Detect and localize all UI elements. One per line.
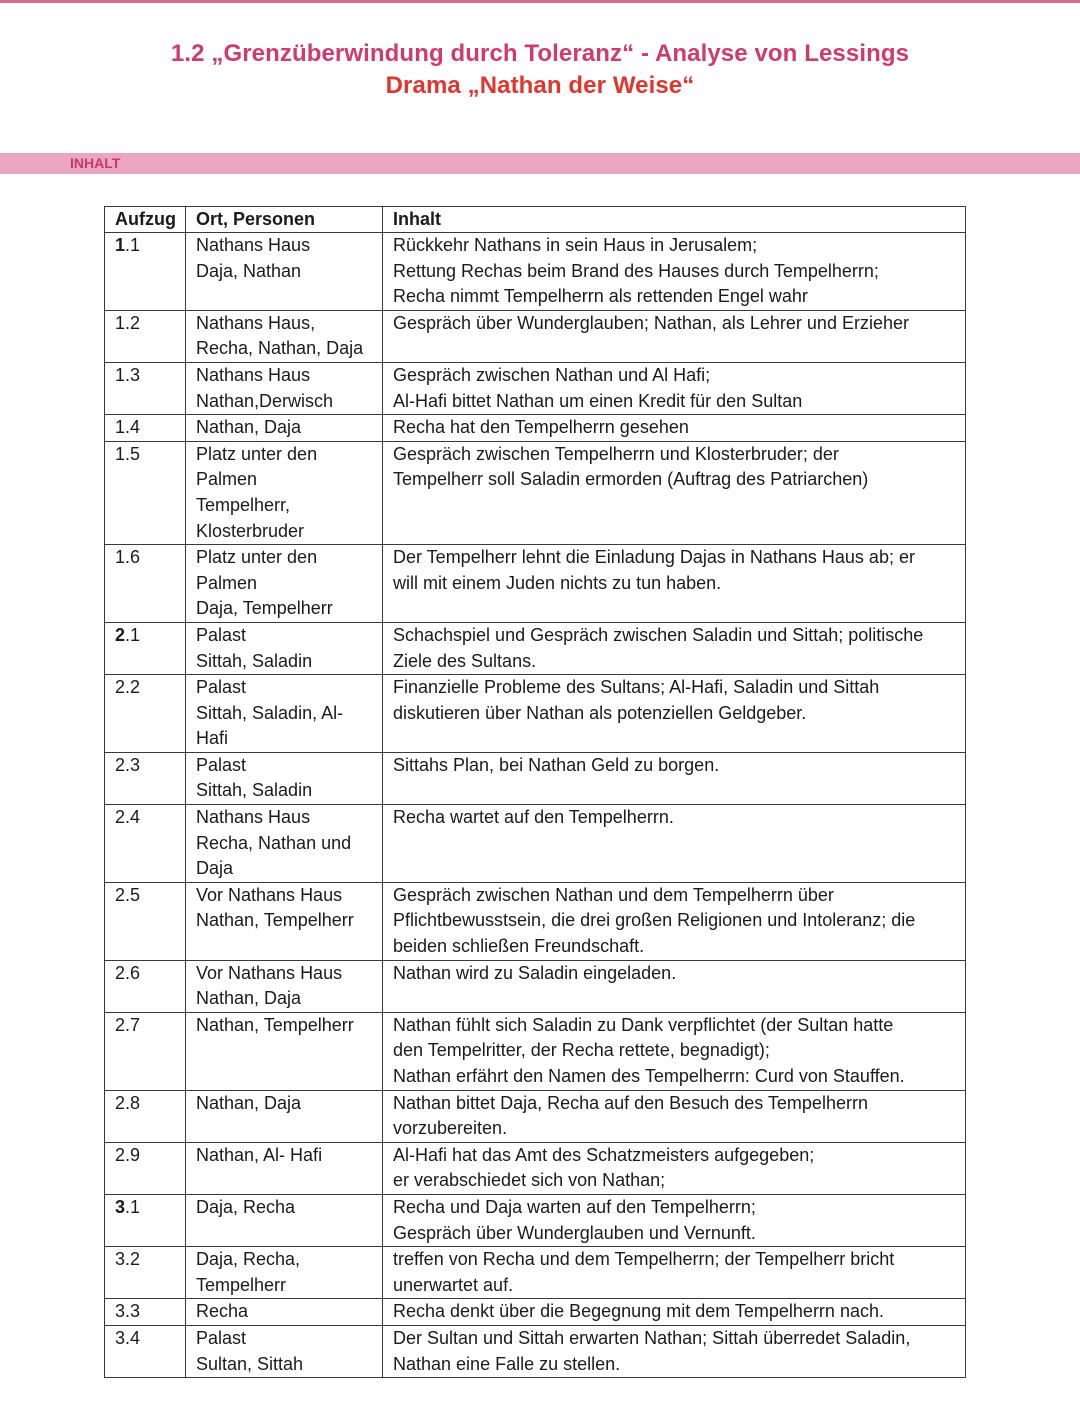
table-row [105, 362, 966, 414]
cell-aufzug [105, 545, 186, 623]
cell-ort-personen: Palast Sittah, Saladin [186, 622, 383, 674]
cell-aufzug [105, 1142, 186, 1194]
aufzug-scene-number: 2.6 [115, 962, 141, 983]
table-row [105, 1194, 966, 1246]
table-row [105, 310, 966, 362]
cell-aufzug [105, 362, 186, 414]
aufzug-scene-number: 2.9 [115, 1144, 141, 1165]
cell-ort-personen: Recha [186, 1299, 383, 1326]
cell-aufzug [105, 1012, 186, 1090]
cell-inhalt: Nathan bittet Daja, Recha auf den Besuch des Tempelherrn vorzubereiten. [383, 1090, 966, 1142]
cell-aufzug [105, 1325, 186, 1377]
cell-aufzug [105, 622, 186, 674]
cell-ort-personen: Nathan, Daja [186, 415, 383, 442]
top-accent-rule [0, 0, 1080, 3]
aufzug-act-number: 2 [115, 624, 126, 645]
cell-inhalt: Finanzielle Probleme des Sultans; Al-Hafi, Saladin und Sittah diskutieren über Nathan als potenziellen Geldgeber. [383, 675, 966, 753]
section-band [0, 153, 1080, 174]
cell-inhalt: Schachspiel und Gespräch zwischen Saladin und Sittah; politische Ziele des Sultans. [383, 622, 966, 674]
cell-ort-personen: Nathans Haus Daja, Nathan [186, 233, 383, 311]
table-row [105, 545, 966, 623]
cell-inhalt: Nathan fühlt sich Saladin zu Dank verpflichtet (der Sultan hatte den Tempelritter, der Recha rettete, begnadigt); Nathan erfährt den Namen des Tempelherrn: Curd von Stauffen. [383, 1012, 966, 1090]
table-row [105, 882, 966, 960]
table-row [105, 1090, 966, 1142]
cell-aufzug [105, 233, 186, 311]
cell-inhalt: Recha hat den Tempelherrn gesehen [383, 415, 966, 442]
page-title-line-2: Drama „Nathan der Weise“ [385, 72, 695, 99]
cell-aufzug [105, 415, 186, 442]
aufzug-act-number: 3 [115, 1196, 126, 1217]
table-header-row [105, 207, 966, 233]
cell-ort-personen: Nathans Haus Recha, Nathan und Daja [186, 805, 383, 883]
cell-inhalt: Gespräch über Wunderglauben; Nathan, als Lehrer und Erzieher [383, 310, 966, 362]
cell-aufzug [105, 675, 186, 753]
cell-inhalt: Al-Hafi hat das Amt des Schatzmeisters aufgegeben; er verabschiedet sich von Nathan; [383, 1142, 966, 1194]
table-row [105, 233, 966, 311]
aufzug-scene-number: 2.3 [115, 754, 141, 775]
header-inhalt: Inhalt [383, 207, 966, 233]
aufzug-scene-number: 2.4 [115, 807, 141, 828]
cell-aufzug [105, 1194, 186, 1246]
table-row [105, 752, 966, 804]
aufzug-scene-number: 3.3 [115, 1301, 141, 1322]
cell-inhalt: Gespräch zwischen Nathan und dem Tempelherrn über Pflichtbewusstsein, die drei großen Religionen und Intoleranz; die beiden schließen Freundschaft. [383, 882, 966, 960]
table-row [105, 960, 966, 1012]
aufzug-scene-number: 2.2 [115, 677, 141, 698]
cell-aufzug [105, 310, 186, 362]
aufzug-scene-number: .1 [125, 624, 141, 645]
table-row [105, 1142, 966, 1194]
aufzug-scene-number: 3.2 [115, 1249, 141, 1270]
table-row [105, 675, 966, 753]
header-aufzug: Aufzug [105, 207, 186, 233]
cell-ort-personen: Nathan, Daja [186, 1090, 383, 1142]
cell-ort-personen: Nathans Haus, Recha, Nathan, Daja [186, 310, 383, 362]
aufzug-scene-number: 2.7 [115, 1014, 141, 1035]
cell-ort-personen: Nathans Haus Nathan,Derwisch [186, 362, 383, 414]
table-row [105, 805, 966, 883]
aufzug-scene-number: 1.3 [115, 364, 141, 385]
cell-ort-personen: Nathan, Al- Hafi [186, 1142, 383, 1194]
cell-inhalt: Der Sultan und Sittah erwarten Nathan; Sittah überredet Saladin, Nathan eine Falle zu stellen. [383, 1325, 966, 1377]
aufzug-scene-number: 1.5 [115, 443, 141, 464]
table-row [105, 1012, 966, 1090]
cell-ort-personen: Platz unter den Palmen Tempelherr, Klosterbruder [186, 441, 383, 544]
table-body [105, 233, 966, 1378]
cell-inhalt: Gespräch zwischen Nathan und Al Hafi; Al-Hafi bittet Nathan um einen Kredit für den Sultan [383, 362, 966, 414]
table-row [105, 415, 966, 442]
cell-aufzug [105, 752, 186, 804]
cell-aufzug [105, 960, 186, 1012]
cell-ort-personen: Daja, Recha, Tempelherr [186, 1247, 383, 1299]
header-ort-personen: Ort, Personen [186, 207, 383, 233]
aufzug-scene-number: 1.6 [115, 547, 141, 568]
cell-inhalt: Sittahs Plan, bei Nathan Geld zu borgen. [383, 752, 966, 804]
cell-aufzug [105, 882, 186, 960]
cell-aufzug [105, 1247, 186, 1299]
cell-ort-personen: Daja, Recha [186, 1194, 383, 1246]
table-row [105, 622, 966, 674]
aufzug-scene-number: 2.5 [115, 884, 141, 905]
table-row [105, 1247, 966, 1299]
cell-inhalt: Rückkehr Nathans in sein Haus in Jerusalem; Rettung Rechas beim Brand des Hauses durch Tempelherrn; Recha nimmt Tempelherrn als rettenden Engel wahr [383, 233, 966, 311]
cell-aufzug [105, 805, 186, 883]
cell-inhalt: Recha wartet auf den Tempelherrn. [383, 805, 966, 883]
cell-ort-personen: Vor Nathans Haus Nathan, Tempelherr [186, 882, 383, 960]
cell-inhalt: treffen von Recha und dem Tempelherrn; der Tempelherr bricht unerwartet auf. [383, 1247, 966, 1299]
aufzug-act-number: 1 [115, 235, 126, 255]
aufzug-scene-number: 2.8 [115, 1092, 141, 1113]
page-title-line-1: 1.2 „Grenzüberwindung durch Toleranz“ - Analyse von Lessings [170, 40, 910, 67]
cell-aufzug [105, 1299, 186, 1326]
cell-inhalt: Recha denkt über die Begegnung mit dem Tempelherrn nach. [383, 1299, 966, 1326]
table-row [105, 1325, 966, 1377]
section-label: INHALT [70, 155, 121, 171]
cell-inhalt: Der Tempelherr lehnt die Einladung Dajas in Nathans Haus ab; er will mit einem Juden nichts zu tun haben. [383, 545, 966, 623]
cell-ort-personen: Nathan, Tempelherr [186, 1012, 383, 1090]
cell-aufzug [105, 1090, 186, 1142]
aufzug-scene-number: .1 [125, 1196, 141, 1217]
cell-ort-personen: Platz unter den Palmen Daja, Tempelherr [186, 545, 383, 623]
cell-ort-personen: Vor Nathans Haus Nathan, Daja [186, 960, 383, 1012]
aufzug-scene-number: .1 [125, 235, 141, 255]
cell-aufzug [105, 441, 186, 544]
table-row [105, 1299, 966, 1326]
cell-inhalt: Gespräch zwischen Tempelherrn und Klosterbruder; der Tempelherr soll Saladin ermorden (Auftrag des Patriarchen) [383, 441, 966, 544]
cell-inhalt: Nathan wird zu Saladin eingeladen. [383, 960, 966, 1012]
cell-ort-personen: Palast Sittah, Saladin [186, 752, 383, 804]
cell-inhalt: Recha und Daja warten auf den Tempelherrn; Gespräch über Wunderglauben und Vernunft. [383, 1194, 966, 1246]
cell-ort-personen: Palast Sittah, Saladin, Al- Hafi [186, 675, 383, 753]
aufzug-scene-number: 1.4 [115, 417, 141, 438]
content-table [104, 206, 966, 1378]
cell-ort-personen: Palast Sultan, Sittah [186, 1325, 383, 1377]
aufzug-scene-number: 3.4 [115, 1327, 141, 1348]
table-row [105, 441, 966, 544]
aufzug-scene-number: 1.2 [115, 312, 141, 333]
